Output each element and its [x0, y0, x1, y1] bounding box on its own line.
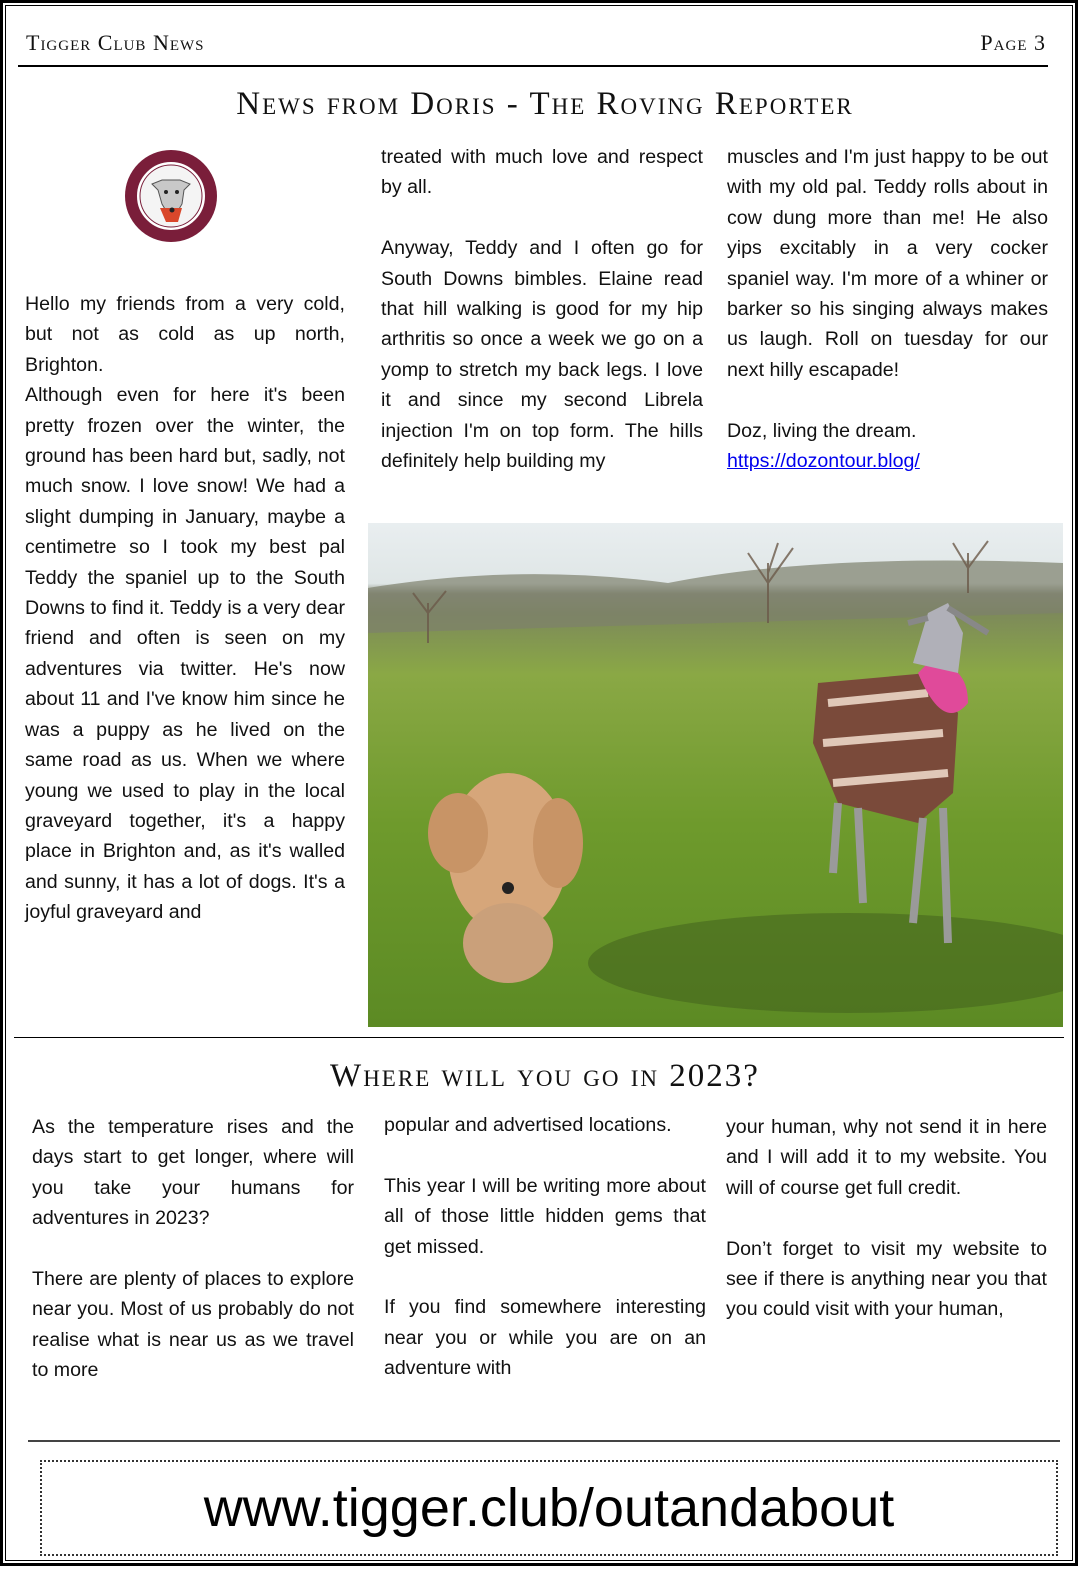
paragraph: Hello my friends from a very cold, but not as cold as up north, Brighton.	[25, 293, 345, 376]
page-number: Page 3	[980, 30, 1046, 55]
paragraph: Don’t forget to visit my website to see if there is anything near you that you could visit with your human,	[726, 1237, 1047, 1321]
header-rule	[18, 65, 1048, 67]
paragraph: your human, why not send it in here and I will add it to my website. You will of course get full credit.	[726, 1116, 1047, 1199]
spaniel	[428, 773, 583, 983]
doz-on-tour-logo	[110, 146, 232, 246]
whippet	[813, 603, 988, 943]
paragraph: muscles and I'm just happy to be out with my old pal. Teddy rolls about in cow dung more than me! He also yips excitably in a very cocker spaniel way. I'm more of a whiner or barker so his singing always makes us laugh. Roll on tuesday for our next hilly escapade!	[727, 146, 1048, 381]
article2-column-1	[32, 1112, 354, 1386]
paragraph: Anyway, Teddy and I often go for South Downs bimbles. Elaine read that hill walking is good for my hip arthritis so once a week we go on a yomp to stretch my back legs. I love it and since my second Librela injection I'm on top form. The hills definitely help building my	[381, 237, 703, 473]
article1-column-2	[381, 142, 703, 476]
dogs-photo	[368, 523, 1063, 1027]
footer-url[interactable]: www.tigger.club/outandabout	[203, 1478, 895, 1538]
article1-column-3	[727, 142, 1048, 476]
section-divider	[14, 1037, 1064, 1038]
paragraph: Although even for here it's been pretty frozen over the winter, the ground has been hard but, sadly, not much snow. I love snow! We had a slight dumping in January, maybe a centimetre so I took my best pal Teddy the spaniel up to the South Downs to find it. Teddy is a very dear friend and often is seen on my adventures via twitter. He's now about 11 and I've know him since he was a puppy as he lived on the same road as us. When we where young we used to play in the local graveyard together, it's a happy place in Brighton and, as it's walled and sunny, it has a lot of dogs. It's a joyful graveyard and	[25, 384, 345, 924]
article1-column-1	[25, 289, 345, 928]
article2-title: Where will you go in 2023?	[330, 1058, 760, 1094]
paragraph: treated with much love and respect by all.	[381, 146, 703, 199]
article-title: News from Doris - The Roving Reporter	[236, 86, 854, 122]
signature: Doz, living the dream.	[727, 419, 917, 442]
article2-column-2	[384, 1110, 706, 1384]
paragraph: If you find somewhere interesting near you or while you are on an adventure with	[384, 1296, 706, 1380]
paragraph: There are plenty of places to explore near you. Most of us probably do not realise what is near us as we travel to more	[32, 1268, 354, 1382]
paragraph: As the temperature rises and the days start to get longer, where will you take your humans for adventures in 2023?	[32, 1116, 354, 1230]
blog-link[interactable]: https://dozontour.blog/	[727, 450, 920, 473]
newsletter-name: Tigger Club News	[26, 30, 205, 55]
footer-url-box	[40, 1460, 1058, 1556]
paragraph: This year I will be writing more about all of those little hidden gems that get missed.	[384, 1174, 706, 1258]
paragraph: popular and advertised locations.	[384, 1114, 672, 1136]
article2-column-3	[726, 1112, 1047, 1325]
footer-rule	[28, 1440, 1060, 1442]
